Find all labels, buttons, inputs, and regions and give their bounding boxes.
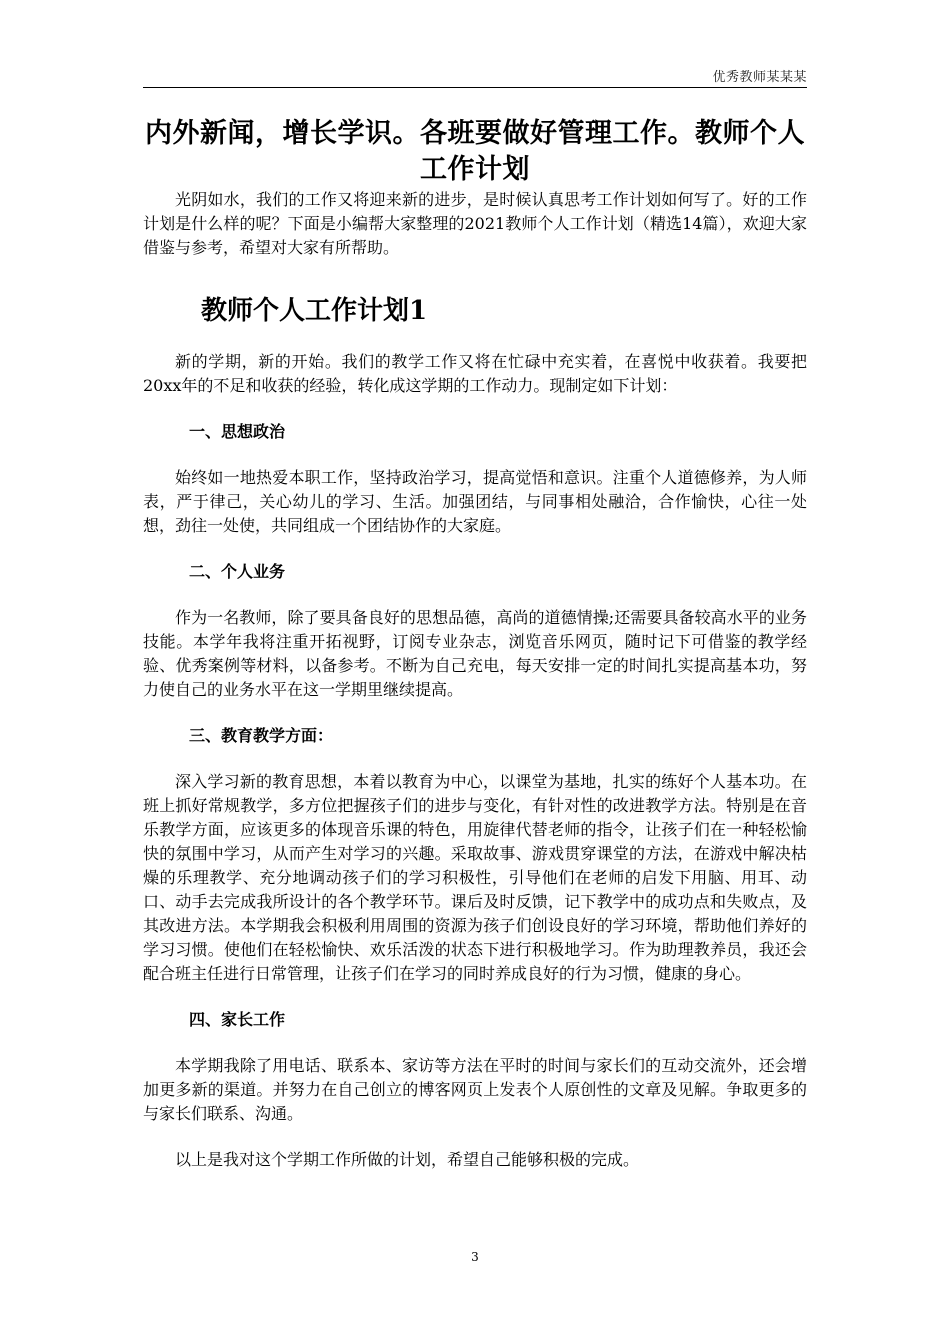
section-body-parents: 本学期我除了用电话、联系本、家访等方法在平时的时间与家长们的互动交流外，还会增加更多新的渠道。并努力在自己创立的博客网页上发表个人原创性的文章及见解。争取更多的与家长们联系、沟通。 (143, 1056, 807, 1123)
header-rule (143, 87, 807, 88)
running-header: 优秀教师某某某 (712, 70, 807, 85)
section-body-political: 始终如一地热爱本职工作，坚持政治学习，提高觉悟和意识。注重个人道德修养，为人师表，严于律己，关心幼儿的学习、生活。加强团结，与同事相处融洽，合作愉快，心往一处想，劲往一处使，共同组成一个团结协作的大家庭。 (143, 468, 807, 535)
intro-paragraph: 光阴如水，我们的工作又将迎来新的进步，是时候认真思考工作计划如何写了。好的工作计划是什么样的呢？下面是小编帮大家整理的2021教师个人工作计划（精选14篇），欢迎大家借鉴与参考，希望对大家有所帮助。 (143, 190, 807, 257)
section-heading-political: 一、思想政治 (189, 422, 286, 441)
section-heading-teaching: 三、教育教学方面： (189, 726, 334, 745)
section-heading-professional: 二、个人业务 (189, 562, 286, 581)
closing-paragraph: 以上是我对这个学期工作所做的计划，希望自己能够积极的完成。 (175, 1150, 640, 1169)
document-body (143, 100, 807, 1172)
page-number: 3 (471, 1250, 479, 1264)
section-heading-parents: 四、家长工作 (189, 1010, 286, 1029)
plan-subtitle: 教师个人工作计划1 (201, 296, 428, 326)
section-body-professional: 作为一名教师，除了要具备良好的思想品德，高尚的道德情操;还需要具备较高水平的业务技能。本学年我将注重开拓视野，订阅专业杂志，浏览音乐网页，随时记下可借鉴的教学经验、优秀案例等材料，以备参考。不断为自己充电，每天安排一定的时间扎实提高基本功，努力使自己的业务水平在这一学期里继续提高。 (143, 608, 807, 699)
document-title: 内外新闻，增长学识。各班要做好管理工作。教师个人工作计划 (145, 118, 805, 185)
section-body-teaching: 深入学习新的教育思想，本着以教育为中心，以课堂为基地，扎实的练好个人基本功。在班上抓好常规教学，多方位把握孩子们的进步与变化，有针对性的改进教学方法。特别是在音乐教学方面，应该更多的体现音乐课的特色，用旋律代替老师的指令，让孩子们在一种轻松愉快的氛围中学习，从而产生对学习的兴趣。采取故事、游戏贯穿课堂的方法，在游戏中解决枯燥的乐理教学、充分地调动孩子们的学习积极性，引导他们在老师的启发下用脑、用耳、动口、动手去完成我所设计的各个教学环节。课后及时反馈，记下教学中的成功点和失败点，及其改进方法。本学期我会积极利用周围的资源为孩子们创设良好的学习环境，帮助他们养好的学习习惯。使他们在轻松愉快、欢乐活泼的状态下进行积极地学习。作为助理教养员，我还会配合班主任进行日常管理，让孩子们在学习的同时养成良好的行为习惯，健康的身心。 (143, 772, 807, 983)
opening-paragraph: 新的学期，新的开始。我们的教学工作又将在忙碌中充实着，在喜悦中收获着。我要把20xx年的不足和收获的经验，转化成这学期的工作动力。现制定如下计划： (143, 352, 807, 395)
